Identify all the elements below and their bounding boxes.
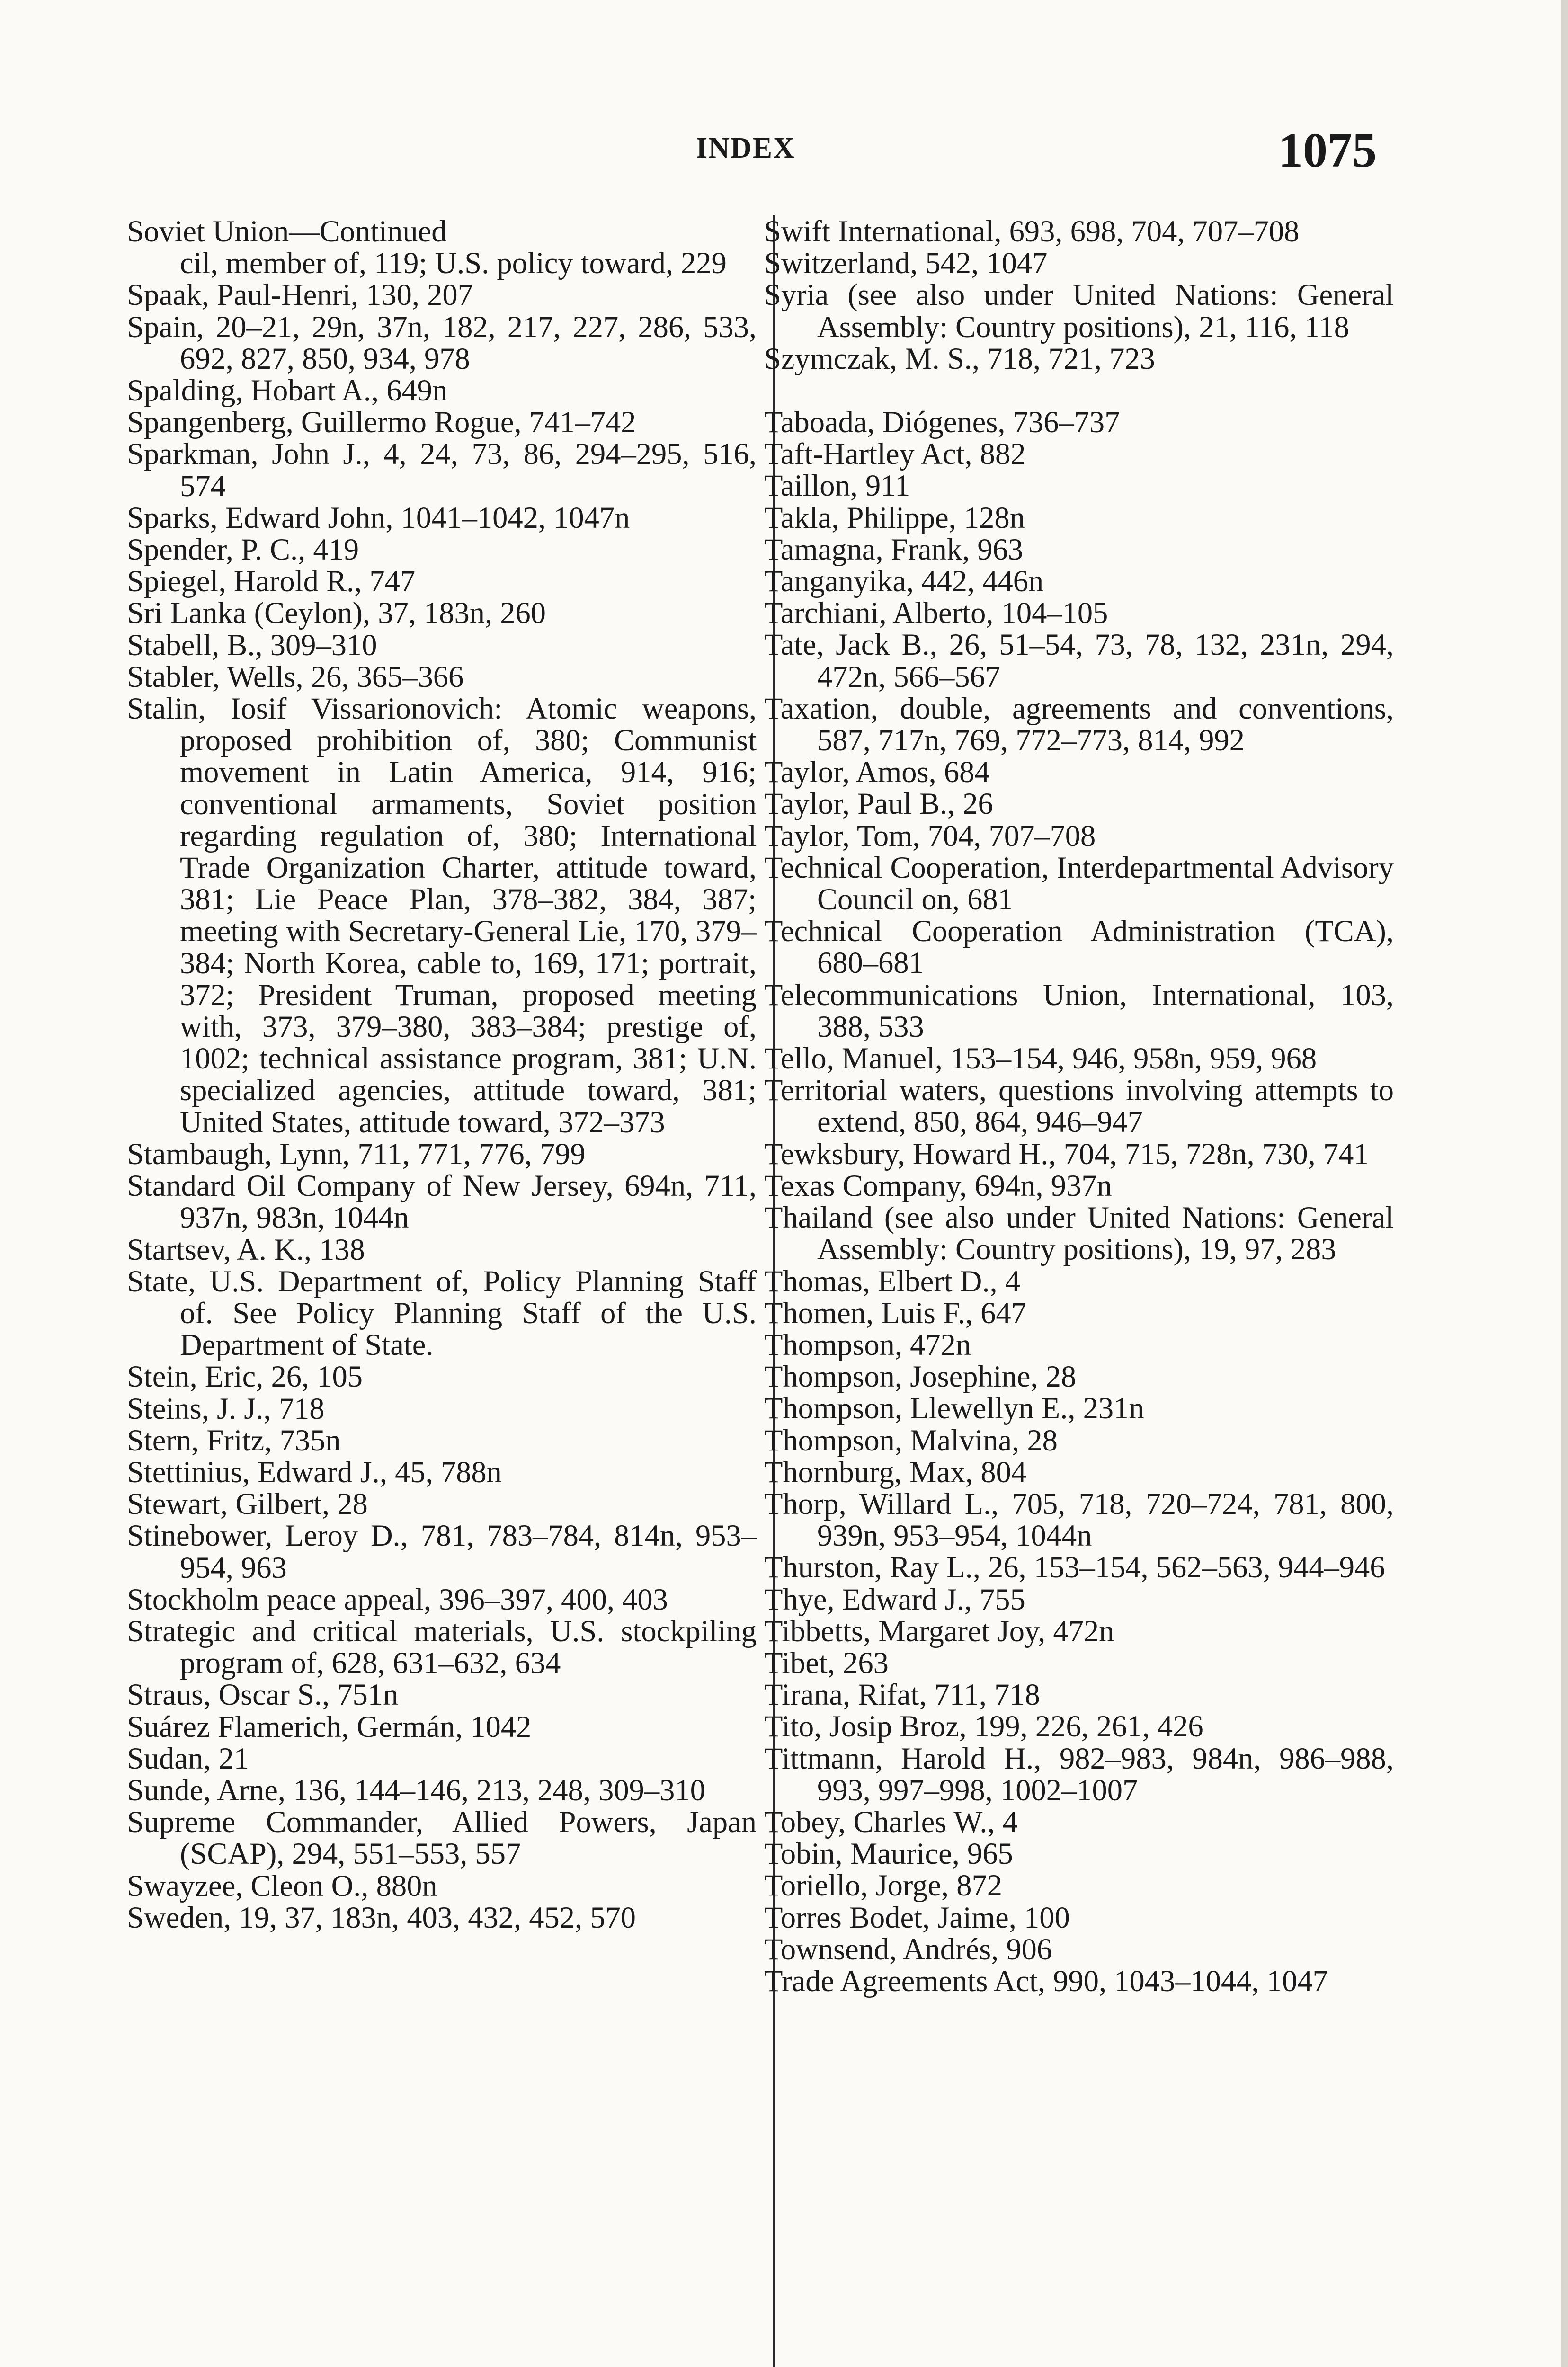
index-entry: Swayzee, Cleon O., 880n <box>127 1869 437 1903</box>
index-entry: Stalin, Iosif Vissarionovich: Atomic weapons, proposed prohibition of, 380; Communist movement in Latin America, 914, 916; conventional armaments, Soviet position regarding regulation of, 380; International Trade Organization Charter, attitude toward, 381; Lie Peace Plan, 378–382, 384, 387; meeting with Secretary-General Lie, 170, 379–384; North Korea, cable to, 169, 171; portrait, 372; President Truman, proposed meeting with, 373, 379–380, 383–384; prestige of, 1002; technical assistance program, 381; U.N. specialized agencies, attitude toward, 381; United States, attitude toward, 372–373 <box>127 692 757 1139</box>
index-entry: Sparks, Edward John, 1041–1042, 1047n <box>127 500 630 534</box>
index-entry: Spain, 20–21, 29n, 37n, 182, 217, 227, 286, 533, 692, 827, 850, 934, 978 <box>127 310 757 375</box>
index-entry: Tobin, Maurice, 965 <box>764 1837 1013 1871</box>
index-entry: Szymczak, M. S., 718, 721, 723 <box>764 341 1155 375</box>
index-entry: Stettinius, Edward J., 45, 788n <box>127 1455 502 1489</box>
index-entry: Tarchiani, Alberto, 104–105 <box>764 596 1108 630</box>
index-entry: Soviet Union—Continued <box>127 214 447 248</box>
index-entry: Tibbetts, Margaret Joy, 472n <box>764 1614 1114 1648</box>
index-entry: Spalding, Hobart A., 649n <box>127 374 448 408</box>
index-entry: Tibet, 263 <box>764 1646 889 1680</box>
index-entry: Taboada, Diógenes, 736–737 <box>764 405 1120 439</box>
index-entry: Sudan, 21 <box>127 1741 249 1775</box>
index-entry: Taillon, 911 <box>764 469 910 503</box>
index-entry: Suárez Flamerich, Germán, 1042 <box>127 1709 532 1744</box>
index-entry: Toriello, Jorge, 872 <box>764 1869 1003 1903</box>
index-entry: Spangenberg, Guillermo Rogue, 741–742 <box>127 405 636 439</box>
index-entry: Stinebower, Leroy D., 781, 783–784, 814n, 953–954, 963 <box>127 1519 757 1584</box>
index-entry: Thomas, Elbert D., 4 <box>764 1264 1020 1298</box>
index-entry: Strategic and critical materials, U.S. stockpiling program of, 628, 631–632, 634 <box>127 1614 757 1680</box>
index-entry: Tito, Josip Broz, 199, 226, 261, 426 <box>764 1709 1203 1744</box>
index-entry: Stein, Eric, 26, 105 <box>127 1360 363 1394</box>
index-entry: Taylor, Paul B., 26 <box>764 787 993 821</box>
index-entry: Tirana, Rifat, 711, 718 <box>764 1678 1040 1712</box>
running-title: INDEX <box>696 132 795 164</box>
index-entry: Telecommunications Union, International, 103, 388, 533 <box>764 978 1394 1043</box>
index-entry: Thompson, 472n <box>764 1327 971 1361</box>
index-entry: Straus, Oscar S., 751n <box>127 1678 399 1712</box>
index-entry: Tanganyika, 442, 446n <box>764 564 1044 598</box>
index-entry: Tello, Manuel, 153–154, 946, 958n, 959, 968 <box>764 1041 1317 1076</box>
index-entry: Tate, Jack B., 26, 51–54, 73, 78, 132, 231n, 294, 472n, 566–567 <box>764 628 1394 694</box>
index-entry: Spender, P. C., 419 <box>127 533 359 567</box>
index-entry: Switzerland, 542, 1047 <box>764 246 1048 280</box>
index-entry: Takla, Philippe, 128n <box>764 500 1025 534</box>
index-entry: Thailand (see also under United Nations: General Assembly: Country positions), 19, 97, 283 <box>764 1201 1394 1266</box>
index-entry: Thurston, Ray L., 26, 153–154, 562–563, 944–946 <box>764 1550 1385 1584</box>
index-column-left <box>127 215 757 1933</box>
index-entry: Thompson, Josephine, 28 <box>764 1360 1077 1394</box>
index-entry: Townsend, Andrés, 906 <box>764 1932 1052 1966</box>
index-entry: Steins, J. J., 718 <box>127 1391 325 1425</box>
index-entry: Torres Bodet, Jaime, 100 <box>764 1900 1070 1934</box>
index-entry: Syria (see also under United Nations: General Assembly: Country positions), 21, 116, 118 <box>764 278 1394 344</box>
index-entry: Spiegel, Harold R., 747 <box>127 564 416 598</box>
index-entry: Stabler, Wells, 26, 365–366 <box>127 659 464 694</box>
index-entry: Taylor, Tom, 704, 707–708 <box>764 819 1096 853</box>
index-entry: Stewart, Gilbert, 28 <box>127 1487 368 1521</box>
index-entry: Trade Agreements Act, 990, 1043–1044, 1047 <box>764 1964 1328 1998</box>
index-entry: Territorial waters, questions involving attempts to extend, 850, 864, 946–947 <box>764 1073 1394 1139</box>
index-entry: Thompson, Malvina, 28 <box>764 1423 1058 1457</box>
index-entry: Tamagna, Frank, 963 <box>764 532 1024 566</box>
index-entry: Thorp, Willard L., 705, 718, 720–724, 781, 800, 939n, 953–954, 1044n <box>764 1486 1394 1553</box>
index-entry: Tewksbury, Howard H., 704, 715, 728n, 730, 741 <box>764 1137 1369 1171</box>
index-entry: Technical Cooperation Administration (TCA), 680–681 <box>764 914 1394 980</box>
index-entry: Taft-Hartley Act, 882 <box>764 437 1026 471</box>
index-entry: Sweden, 19, 37, 183n, 403, 432, 452, 570 <box>127 1900 636 1934</box>
index-entry: Sparkman, John J., 4, 24, 73, 86, 294–295, 516, 574 <box>127 437 757 503</box>
index-entry: Taylor, Amos, 684 <box>764 755 990 789</box>
page-header <box>0 122 1568 179</box>
index-entry: Standard Oil Company of New Jersey, 694n, 711, 937n, 983n, 1044n <box>127 1169 757 1235</box>
index-entry: Thompson, Llewellyn E., 231n <box>764 1391 1144 1425</box>
index-entry: Stabell, B., 309–310 <box>127 628 377 662</box>
index-entry: Spaak, Paul-Henri, 130, 207 <box>127 278 473 312</box>
index-entry: Thye, Edward J., 755 <box>764 1582 1025 1616</box>
index-entry: Stockholm peace appeal, 396–397, 400, 403 <box>127 1582 668 1616</box>
index-entry: Texas Company, 694n, 937n <box>764 1168 1112 1202</box>
index-entry: Startsev, A. K., 138 <box>127 1232 365 1266</box>
index-entry: cil, member of, 119; U.S. policy toward, 229 <box>180 246 727 280</box>
index-entry: Stern, Fritz, 735n <box>127 1423 341 1457</box>
index-entry: Thornburg, Max, 804 <box>764 1455 1027 1489</box>
index-entry: State, U.S. Department of, Policy Planning Staff of. See Policy Planning Staff of the U.S. Department of State. <box>127 1264 757 1362</box>
index-entry: Sunde, Arne, 136, 144–146, 213, 248, 309–310 <box>127 1773 705 1807</box>
index-entry: Supreme Commander, Allied Powers, Japan (SCAP), 294, 551–553, 557 <box>127 1805 757 1871</box>
index-entry: Tittmann, Harold H., 982–983, 984n, 986–988, 993, 997–998, 1002–1007 <box>764 1741 1394 1807</box>
page-edge <box>1561 0 1568 2367</box>
page-number: 1075 <box>1278 123 1377 178</box>
index-entry: Tobey, Charles W., 4 <box>764 1805 1018 1839</box>
index-entry: Technical Cooperation, Interdepartmental Advisory Council on, 681 <box>764 850 1394 917</box>
index-entry: Stambaugh, Lynn, 711, 771, 776, 799 <box>127 1137 586 1171</box>
index-entry: Taxation, double, agreements and conventions, 587, 717n, 769, 772–773, 814, 992 <box>764 691 1394 757</box>
index-entry: Thomen, Luis F., 647 <box>764 1296 1026 1330</box>
index-column-right <box>764 215 1394 1997</box>
index-entry: Swift International, 693, 698, 704, 707–708 <box>764 214 1300 248</box>
index-entry: Sri Lanka (Ceylon), 37, 183n, 260 <box>127 596 546 630</box>
